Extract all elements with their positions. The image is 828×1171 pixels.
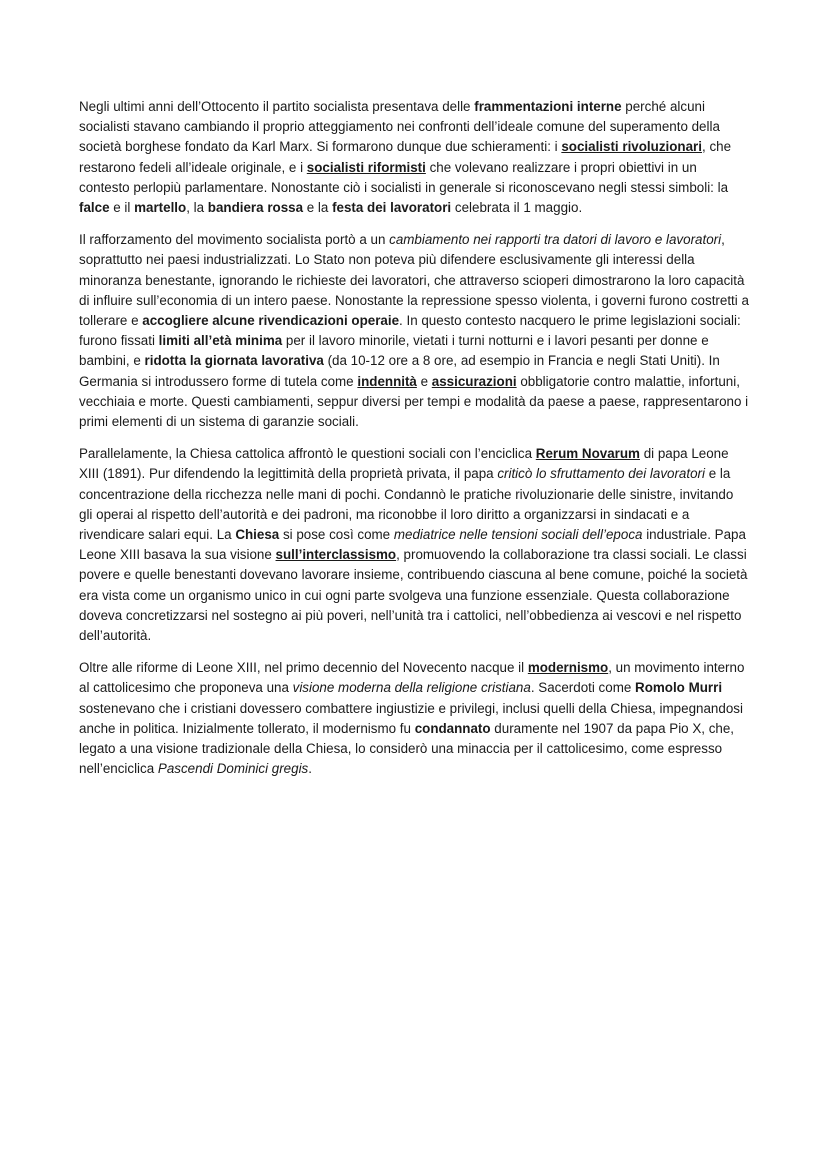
text-run: assicurazioni [431, 373, 517, 389]
text-run: duramente nel 1907 da papa Pio X, che, legato a una visione tradizionale della Chiesa, lo considerò una minaccia per il cattolicesimo, come espresso nell’enciclica [79, 720, 735, 777]
text-run: martello [134, 200, 187, 216]
text-run: e il [109, 200, 135, 216]
text-run: bandiera rossa [207, 200, 304, 216]
text-run: Negli ultimi anni dell’Ottocento il partito socialista presentava delle [79, 99, 475, 114]
text-run: celebrata il 1 maggio. [451, 200, 583, 216]
paragraph-social-legislation [79, 230, 749, 432]
text-run: visione moderna della religione cristiana [292, 680, 531, 696]
text-run: . Sacerdoti come [530, 680, 636, 696]
text-run: indennità [357, 373, 417, 389]
text-run: Oltre alle riforme di Leone XIII, nel primo decennio del Novecento nacque il [79, 660, 528, 676]
text-run: frammentazioni interne [474, 99, 622, 114]
text-run: falce [79, 200, 110, 216]
text-run: di papa Leone XIII (1891). Pur difendendo la legittimità della proprietà privata, il papa [79, 446, 729, 482]
document-page [79, 97, 749, 792]
paragraph-rerum-novarum [79, 444, 749, 646]
text-run: Rerum Novarum [535, 446, 640, 462]
text-run: Parallelamente, la Chiesa cattolica affrontò le questioni sociali con l’enciclica [79, 446, 536, 462]
text-run: socialisti rivoluzionari [561, 139, 702, 155]
text-run: limiti all’età minima [158, 333, 283, 349]
text-run: sostenevano che i cristiani dovessero combattere ingiustizie e privilegi, inclusi quelli della Chiesa, impegnandosi anche in politica. Inizialmente tollerato, il modernismo fu [79, 700, 743, 736]
text-run: perché alcuni socialisti stavano cambiando il proprio atteggiamento nei confronti dell’ideale comune del superamento della società borghese fondato da Karl Marx. Si formarono dunque due schieramenti: i [79, 99, 720, 155]
text-run: Romolo Murri [635, 680, 723, 696]
text-run: criticò lo sfruttamento dei lavoratori [497, 466, 705, 482]
text-run: ridotta la giornata lavorativa [144, 353, 324, 369]
paragraph-modernism [79, 658, 749, 779]
text-run: Il rafforzamento del movimento socialista portò a un [79, 232, 390, 248]
text-run: , un movimento interno al cattolicesimo che proponeva una [79, 660, 745, 696]
text-run: obbligatorie contro malattie, infortuni, vecchiaia e morte. Questi cambiamenti, seppur diversi per tempi e modalità da paese a paese, rappresentarono i primi elementi di un sistema di garanzie sociali. [79, 373, 749, 430]
text-run: Chiesa [235, 527, 280, 543]
text-run: , soprattutto nei paesi industrializzati. Lo Stato non poteva più difendere esclusivamente gli interessi della minoranza benestante, ignorando le richieste dei lavoratori, che attraverso scioperi dimostrarono la loro capacità di influire sull’economia di un intero paese. Nonostante la repressione spesso violenta, i governi furono costretti a tollerare e [79, 232, 749, 329]
text-run: , la [186, 200, 208, 216]
text-run: accogliere alcune rivendicazioni operaie [142, 313, 400, 329]
text-run: per il lavoro minorile, vietati i turni notturni e i lavori pesanti per donne e bambini, e [79, 333, 709, 369]
text-run: modernismo [527, 660, 609, 676]
text-run: condannato [414, 720, 491, 736]
text-run: che volevano realizzare i propri obiettivi in un contesto perlopiù parlamentare. Nonostante ciò i socialisti in generale si riconoscevano negli stessi simboli: la [79, 159, 729, 195]
text-run: mediatrice nelle tensioni sociali dell’epoca [393, 527, 643, 543]
text-run: cambiamento nei rapporti tra datori di lavoro e lavoratori [389, 232, 722, 248]
text-run: e la [303, 200, 333, 216]
text-run: festa dei lavoratori [332, 200, 452, 216]
text-run: sull’interclassismo [275, 547, 397, 563]
text-run: e la concentrazione della ricchezza nelle mani di pochi. Condannò le pratiche rivoluzionarie delle sinistre, invitando gli operai al rispetto dell’autorità e dei padroni, ma riconobbe il loro diritto a organizzarsi in sindacati e a rivendicare salari equi. La [79, 466, 734, 543]
text-run: . [308, 761, 312, 777]
text-run: (da 10-12 ore a 8 ore, ad esempio in Francia e negli Stati Uniti). In Germania si introdussero forme di tutela come [79, 353, 720, 389]
text-run: si pose così come [279, 527, 394, 543]
text-run: , che restarono fedeli all’ideale originale, e i [79, 139, 732, 175]
text-run: industriale. Papa Leone XIII basava la sua visione [79, 527, 746, 563]
text-run: socialisti riformisti [306, 159, 426, 175]
text-run: e [416, 373, 432, 389]
text-run: Pascendi Dominici gregis [157, 761, 309, 777]
text-run: . In questo contesto nacquero le prime legislazioni sociali: furono fissati [79, 313, 741, 349]
paragraph-socialism-factions [79, 97, 749, 218]
text-run: , promuovendo la collaborazione tra classi sociali. Le classi povere e quelle benestanti dovevano lavorare insieme, contribuendo ciascuna al bene comune, poiché la società era vista come un organismo unico in cui ogni parte svolgeva una funzione essenziale. Questa collaborazione doveva concretizzarsi nel sostegno ai più poveri, nell’unità tra i cattolici, nell’obbedienza ai vescovi e nel rispetto dell’autorità. [79, 547, 748, 644]
